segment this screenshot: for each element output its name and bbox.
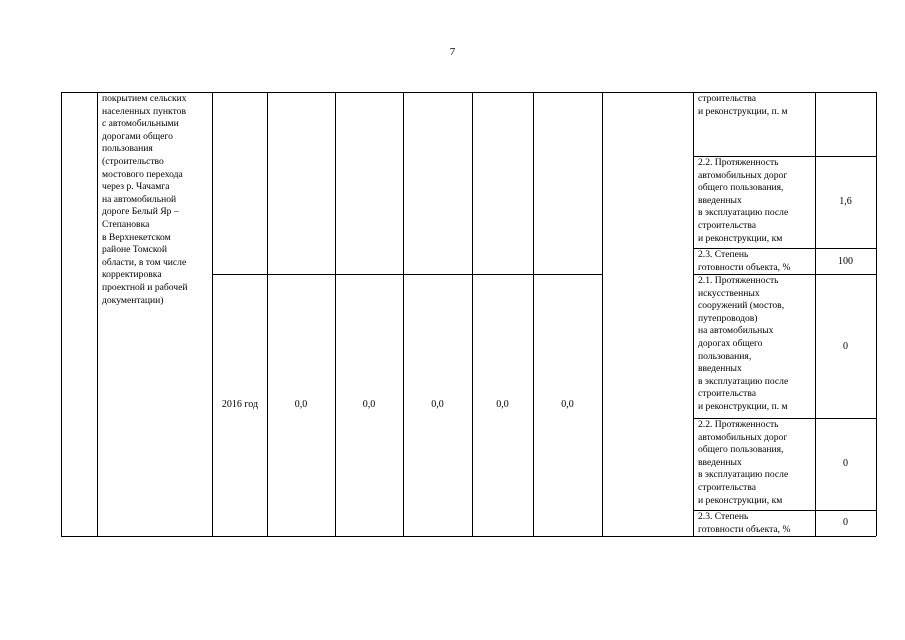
indicator-value: 0 xyxy=(843,458,848,469)
column-border xyxy=(97,92,98,536)
indicator-value: 0 xyxy=(843,341,848,352)
column-border xyxy=(693,92,694,536)
year-value: 0,0 xyxy=(561,399,574,410)
indicator-text: 2.2. Протяженность автомобильных дорог общего пользования, введенных в эксплуатацию после строительства и реконструкции, км xyxy=(698,157,789,244)
column-border xyxy=(335,92,336,536)
indicator-value: 100 xyxy=(838,256,853,267)
year-value: 0,0 xyxy=(362,399,376,410)
column-border xyxy=(212,92,213,536)
indicator-text: 2.2. Протяженность автомобильных дорог общего пользования, введенных в эксплуатацию после строительства и реконструкции, км xyxy=(698,419,789,506)
indicator-value: 0 xyxy=(843,517,848,528)
year-value: 0,0 xyxy=(496,399,509,410)
indicator-text: 2.3. Степень готовности объекта, % xyxy=(698,511,791,535)
column-border xyxy=(876,92,877,536)
column-border xyxy=(472,92,473,536)
year-row-separator xyxy=(212,274,602,275)
year-value: 0,0 xyxy=(294,399,308,410)
indicator-text: строительства и реконструкции, п. м xyxy=(698,93,788,117)
column-border xyxy=(815,92,816,536)
indicator-value: 1,6 xyxy=(839,196,852,207)
page-number: 7 xyxy=(449,46,456,58)
column-border xyxy=(403,92,404,536)
column-border xyxy=(602,92,603,536)
indicator-text: 2.3. Степень готовности объекта, % xyxy=(698,249,791,273)
column-border xyxy=(61,92,62,536)
column-border xyxy=(533,92,534,536)
year-label: 2016 год xyxy=(221,399,259,410)
object-description: покрытием сельских населенных пунктов с автомобильными дорогами общего пользования (строительство мостового перехода через р. Чачамга на автомобильной дороге Белый Яр – Степановка в Верхнекетском районе Томской области, в том числе корректировка проектной и рабочей документации) xyxy=(102,93,188,306)
column-border xyxy=(267,92,268,536)
indicator-text: 2.1. Протяженность искусственных сооружений (мостов, путепроводов) на автомобильных дорогах общего пользования, введенных в эксплуатацию после строительства и реконструкции, п. м xyxy=(698,275,789,412)
year-value: 0,0 xyxy=(431,399,444,410)
